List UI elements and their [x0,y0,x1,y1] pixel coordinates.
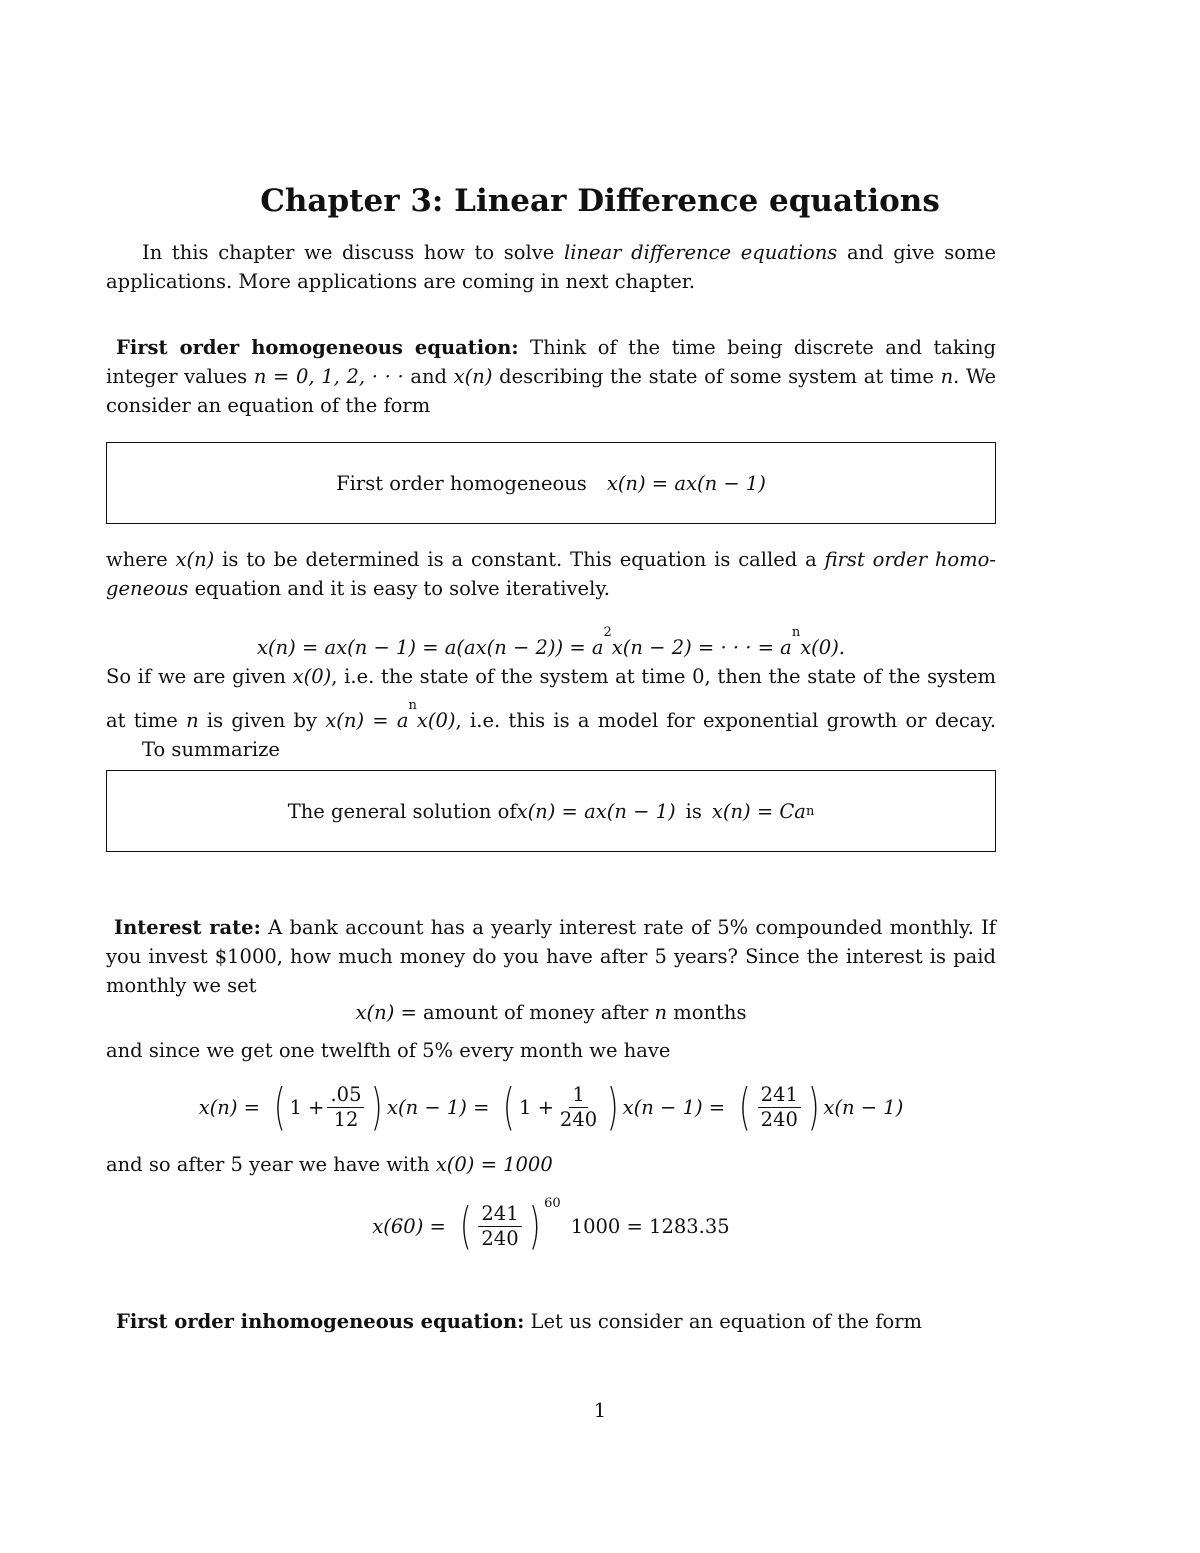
iteration-equation: $x(n) = ax(n - 1) = a(ax(n - 2)) = a^2x(n - 2)$ = · · · = $a^nx(0)$. [256,625,846,659]
so-if-line-2: at time n is given by $x(n) = a^nx(0)$, i.e. this is a model for exponential growth or decay. [106,698,997,732]
interest-heading: Interest rate: [114,916,261,939]
homog-line-2: integer values n = 0, 1, 2, · · · and x(n) describing the state of some system at time n. We [106,365,996,388]
fraction-241-over-240-final: $\frac{241}{240}$ [478,1202,521,1251]
after-box1-paragraph [106,545,996,603]
inhomogeneous-paragraph [106,1307,996,1336]
after-box1-line-2: geneous equation and it is easy to solve iteratively. [106,577,610,600]
chapter-title: Chapter 3: Linear Difference equations [260,183,940,219]
twelfth-line: and since we get one twelfth of 5% every month we have [106,1039,671,1062]
interest-line-2: you invest $1000, how much money do you have after 5 years? Since the interest is paid [106,945,996,968]
page-number: 1 [593,1399,607,1422]
so-if-line-3: To summarize [142,738,280,761]
fraction-241-over-240: $\frac{241}{240}$ [758,1083,801,1132]
intro-line-1: In this chapter we discuss how to solve linear difference equations and give some [142,241,996,264]
homogeneous-equation: x(n) = ax(n − 1) [606,471,766,495]
equation-box-homogeneous: First order homogeneous x(n) = ax(n − 1) [106,442,996,524]
so-if-paragraph [106,662,996,764]
money-definition: x(n) = amount of money after n months [355,1001,747,1024]
interest-paragraph [106,913,996,1000]
equation-box-general-solution: The general solution of x(n) = ax(n − 1) is x(n) = Ca n [106,770,996,852]
intro-line-2: applications. More applications are coming in next chapter. [106,270,696,293]
homogeneous-paragraph [106,333,996,420]
inhomog-line-1: First order inhomogeneous equation: Let us consider an equation of the form [106,1307,996,1336]
homog-line-1: First order homogeneous equation: Think of the time being discrete and taking [106,333,996,362]
intro-paragraph [106,238,996,296]
interest-line-1: Interest rate: A bank account has a yearly interest rate of 5% compounded monthly. If [106,913,996,942]
rate-equation: x(n) = ( 1 + $\frac{.05}{12}$ ) x(n − 1) = ( 1 + $\frac{1}{240}$ ) x(n − 1) = ( $\frac{241}{240}$ ) x(n − 1) [198,1078,904,1136]
homog-line-3: consider an equation of the form [106,394,431,417]
homogeneous-heading: First order homogeneous equation: [116,336,519,359]
final-amount-equation: x(60) = ( $\frac{241}{240}$ ) 60 1000 = 1283.35 [372,1196,730,1255]
so-if-line-1: So if we are given x(0), i.e. the state of the system at time 0, then the state of the system [106,665,997,688]
interest-line-3: monthly we set [106,974,257,997]
exponent-60: 60 [544,1196,561,1211]
inhomogeneous-heading: First order inhomogeneous equation: [116,1310,525,1333]
fraction-1-over-240: $\frac{1}{240}$ [559,1082,598,1131]
after-box1-line-1: where x(n) is to be determined is a constant. This equation is called a first order homo- [106,548,996,571]
fraction-05-over-12: $\frac{.05}{12}$ [327,1083,364,1132]
after-5-years-line: and so after 5 year we have with x(0) = 1000 [106,1153,553,1176]
